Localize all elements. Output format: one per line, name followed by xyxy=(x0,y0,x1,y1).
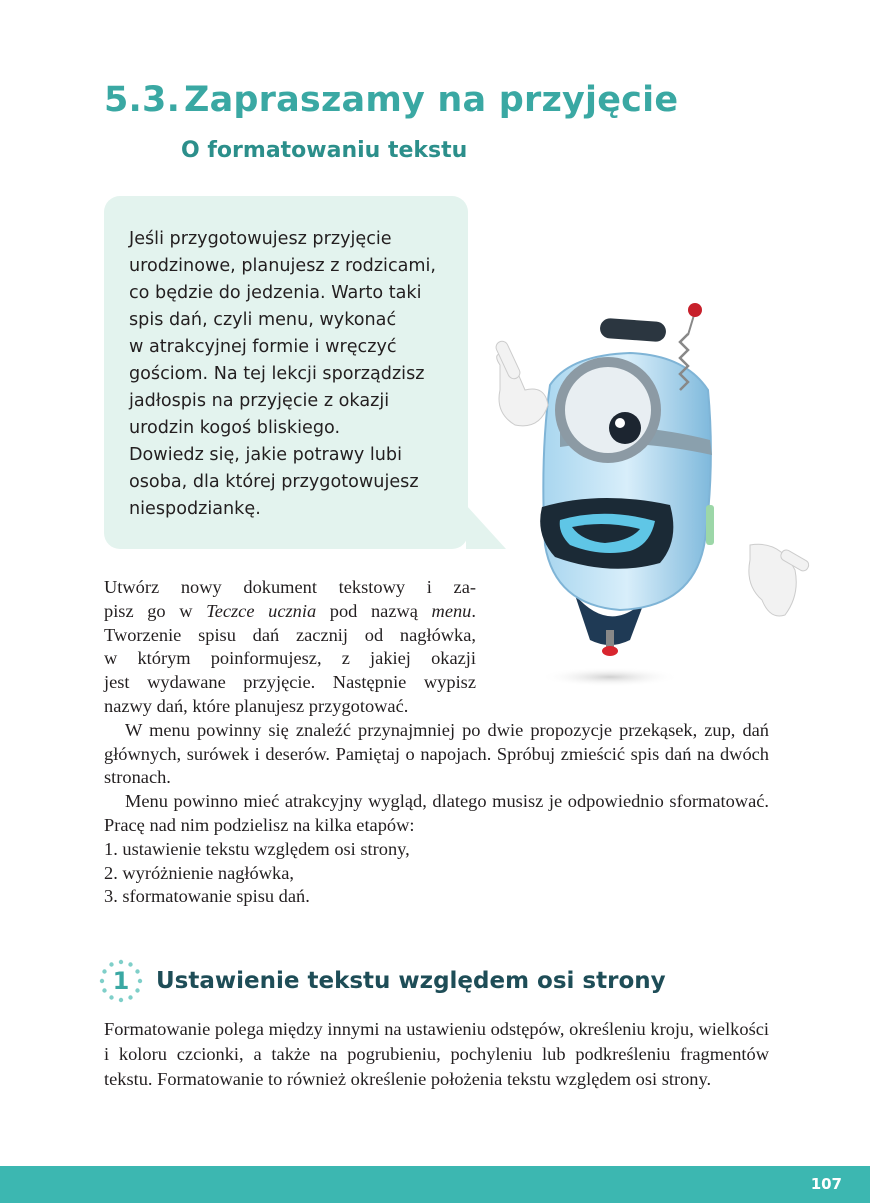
step-item: 3. sformatowanie spisu dań. xyxy=(104,886,310,907)
intro-line: urodzin kogoś bliskiego. xyxy=(129,418,341,438)
intro-line: Dowiedz się, jakie potrawy lubi xyxy=(129,445,402,465)
intro-line: co będzie do jedzenia. Warto taki xyxy=(129,283,422,303)
paragraph-2: W menu powinny się znaleźć przynajmniej po dwie propozycje przekąsek, zup, dań głównych, surówek i deserów. Pamiętaj o napojach. Spróbuj zmieścić spis dań na dwóch stronach. xyxy=(104,719,769,788)
step-item: 2. wyróżnienie nagłówka, xyxy=(104,862,294,883)
page-subtitle: O formatowaniu tekstu xyxy=(181,138,468,163)
text-line: Utwórz nowy dokument tekstowy i za- xyxy=(104,577,476,597)
step-item: 1. ustawienie tekstu względem osi strony, xyxy=(104,838,410,859)
page-title xyxy=(104,80,678,120)
intro-line: gościom. Na tej lekcji sporządzisz xyxy=(129,364,425,384)
text-line: jest wydawane przyjęcie. Następnie wypisz xyxy=(104,672,476,693)
intro-line: jadłospis na przyjęcie z okazji xyxy=(129,391,390,411)
intro-line: urodzinowe, planujesz z rodzicami, xyxy=(129,256,437,276)
intro-text xyxy=(129,226,459,523)
text-line: Tworzenie spisu dań zacznij od nagłówka, xyxy=(104,624,476,645)
body-text xyxy=(104,576,769,909)
intro-line: w atrakcyjnej formie i wręczyć xyxy=(129,337,397,357)
emphasis-menu: menu xyxy=(431,600,472,621)
title-text: Zapraszamy na przyjęcie xyxy=(184,80,679,120)
section-number: 5.3. xyxy=(104,80,181,120)
section-title: Ustawienie tekstu względem osi strony xyxy=(156,968,666,994)
intro-line: Jeśli przygotowujesz przyjęcie xyxy=(129,229,392,249)
section-number: 1 xyxy=(112,967,130,995)
text-line: pisz go w Teczce ucznia pod nazwą menu. xyxy=(104,600,476,621)
paragraph-1 xyxy=(104,576,476,719)
page-footer-bar xyxy=(0,1166,870,1203)
intro-line: osoba, dla której przygotowujesz xyxy=(129,472,419,492)
section-1-text: Formatowanie polega między innymi na ustawieniu odstępów, określeniu kroju, wielkości i koloru czcionki, a także na pogrubieniu, pochyleniu lub podkreśleniu fragmentów tekstu. Formatowanie to również określenie położenia tekstu względem osi strony. xyxy=(104,1019,769,1089)
paragraph-3: Menu powinno mieć atrakcyjny wygląd, dlatego musisz je odpowiednio sformatować. Pracę nad nim podzielisz na kilka etapów: xyxy=(104,791,769,835)
page-number: 107 xyxy=(810,1175,842,1193)
text-line: w którym poinformujesz, z jakiej okazji xyxy=(104,648,476,669)
intro-line: spis dań, czyli menu, wykonać xyxy=(129,310,397,330)
text-line: nazwy dań, które planujesz przygotować. xyxy=(104,695,409,716)
intro-line: niespodziankę. xyxy=(129,499,261,519)
section-number-badge xyxy=(98,958,144,1004)
section-1-heading xyxy=(98,958,666,1004)
emphasis-teczka: Teczce ucznia xyxy=(206,600,317,621)
